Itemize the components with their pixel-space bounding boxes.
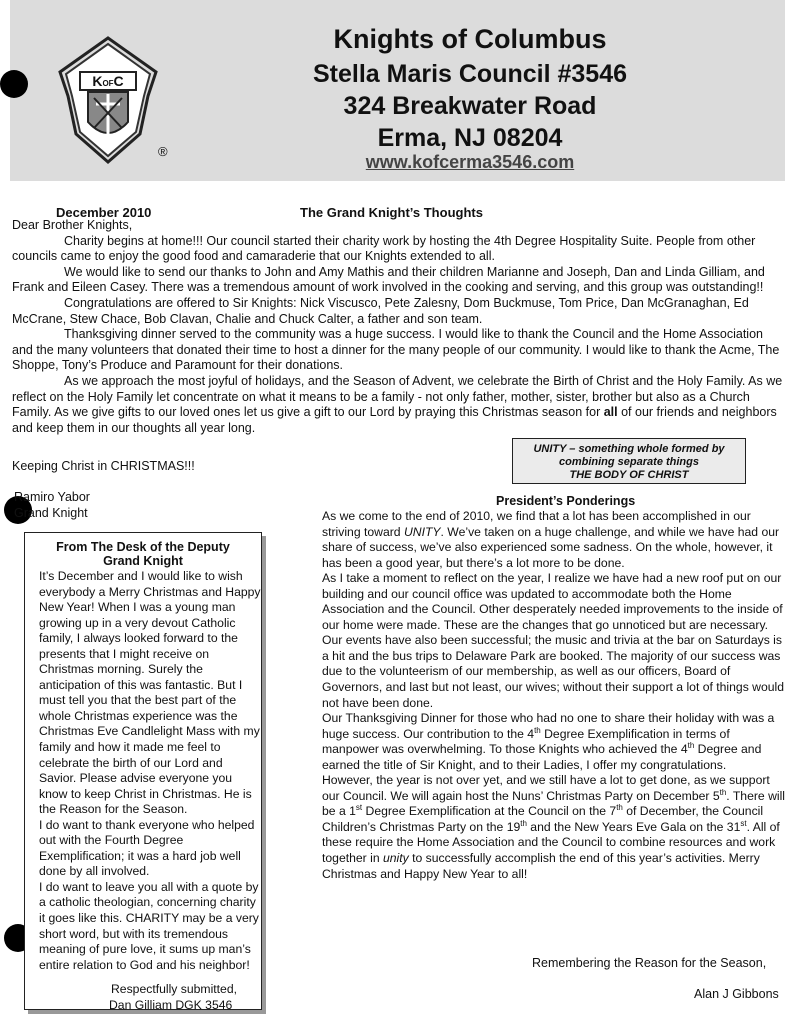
masthead <box>10 0 785 181</box>
registered-mark: ® <box>158 144 168 159</box>
paragraph: Congratulations are offered to Sir Knights: Nick Viscusco, Pete Zalesny, Dom Buckmuse, Tom Price, Dan McGranaghan, Ed McCrane, Stew Chace, Bob Clavan, Chalie and Chuck Calter, a father and son team. <box>12 295 749 326</box>
closing-line: Keeping Christ in CHRISTMAS!!! <box>12 459 195 473</box>
paragraph: Charity begins at home!!! Our council started their charity work by hosting the 4th Degree Hospitality Suite. People from other councils came to enjoy the good food and camaraderie that our Knights extended to all. <box>12 233 756 264</box>
deputy-sign-off: Respectfully submitted, <box>111 982 237 996</box>
paragraph: Our events have also been successful; the music and trivia at the bar on Saturdays is a hit and the bus trips to Delaware Park are booked. The majority of our success was due to the volunteerism of our membership, as well as our officers, Board of Governors, and last but not least, our wives; without their support a lot of things would not have been done. <box>322 633 785 710</box>
grand-knight-title: Grand Knight <box>14 506 88 520</box>
website-link[interactable]: www.kofcerma3546.com <box>365 152 575 172</box>
org-name: Knights of Columbus <box>333 24 607 54</box>
deputy-heading: From The Desk of the Deputy Grand Knight <box>56 540 230 568</box>
president-signature: Alan J Gibbons <box>694 987 779 1001</box>
grand-knight-name: Ramiro Yabor <box>14 490 90 504</box>
paragraph: I do want to leave you all with a quote by a catholic theologian, concerning charity it goes like this. CHARITY may be a very short word, but with its tremendous meaning of pure love, it sums up man’s entire relation to God and his neighbor! <box>39 879 259 972</box>
paragraph: We would like to send our thanks to John and Amy Mathis and their children Marianne and Joseph, Dan and Linda Gilliam, and Frank and Eileen Casey. There was a tremendous amount of work involved in the cooking and serving, and this group was outstanding!! <box>12 264 765 295</box>
grand-knight-letter <box>12 218 784 436</box>
paragraph: As we approach the most joyful of holidays, and the Season of Advent, we celebrate the Birth of Christ and the Holy Family. As we reflect on the Holy Family let concentrate on what it means to be a family - not only father, mother, sister, brother but also as a Church Family. As we give gifts to our loved ones let us give a gift to our Lord by praying this Christmas season for all of our friends and neighbors and keep them in our thoughts all year long. <box>12 373 783 435</box>
president-heading: President’s Ponderings <box>496 494 636 508</box>
paragraph: However, the year is not over yet, and we still have a lot to get done, as we support our Council. We will again host the Nuns’ Christmas Party on December 5th. There will be a 1st Degree Exemplification at the Council on the 7th of December, the Council Children’s Christmas Party on the 19th and the New Years Eve Gala on the 31st. All of these require the Home Association and the Council to combine resources and work together in unity to successfully accomplish the end of this year’s activities. Merry Christmas and Happy New Year to all! <box>322 773 785 881</box>
unity-callout: UNITY – something whole formed by combining separate things THE BODY OF CHRIST <box>512 438 746 484</box>
deputy-grand-knight-box <box>24 532 262 1010</box>
newsletter-date: December 2010 <box>56 205 152 220</box>
svg-text:KOFC: KOFC <box>92 73 124 89</box>
grand-knight-heading: The Grand Knight’s Thoughts <box>300 205 483 220</box>
deputy-text <box>39 569 261 973</box>
paragraph: It’s December and I would like to wish everybody a Merry Christmas and Happy New Year! When I was a young man growing up in a very devout Catholic family, I always looked forward to the presents that I might receive on Christmas morning. Surely the anticipation of this was fantastic. But I must tell you that the best part of the whole Christmas experience was the Christmas Eve Candlelight Mass with my family and how it made me feel to celebrate the birth of our Lord and Savior. Please advise everyone you know to keep Christ in Christmas. He is the Reason for the Season. <box>39 569 261 817</box>
paragraph: Our Thanksgiving Dinner for those who had no one to share their holiday with was a huge success. Our contribution to the 4th Degree Exemplification in terms of manpower was overwhelming. To those Knights who achieved the 4th Degree and earned the title of Sir Knight, and to their Ladies, I offer my congratulations. <box>322 711 775 772</box>
paragraph: As we come to the end of 2010, we find that a lot has been accomplished in our striving toward UNITY. We’ve taken on a huge challenge, and while we have had our share of success, we’ve also experienced some sadness. On the whole, however, it has been a good year, but there’s a lot more to be done. <box>322 509 780 570</box>
president-column <box>322 509 788 882</box>
city-address: Erma, NJ 08204 <box>377 124 563 152</box>
punch-hole-top <box>0 70 28 98</box>
kofc-emblem-icon <box>58 36 158 164</box>
paragraph: I do want to thank everyone who helped out with the Fourth Degree Exemplification; it was a hard job well done by all involved. <box>39 817 255 879</box>
deputy-signature: Dan Gilliam DGK 3546 <box>109 998 233 1010</box>
paragraph: As I take a moment to reflect on the year, I realize we have had a new roof put on our building and our council office was updated to accommodate both the Home Association and the Council. Other desperately needed improvements to the inside of our home were made. These are the changes that go unnoticed but are necessary. <box>322 571 783 632</box>
street-address: 324 Breakwater Road <box>343 92 597 120</box>
president-closing: Remembering the Reason for the Season, <box>532 956 767 970</box>
paragraph: Thanksgiving dinner served to the community was a huge success. I would like to thank the Council and the Home Association and the many volunteers that donated their time to host a dinner for the many people of our community. I would like to thank the Acme, The Shoppe, Tony’s Produce and Paramount for their donations. <box>12 327 780 373</box>
council-name: Stella Maris Council #3546 <box>312 60 628 88</box>
salutation: Dear Brother Knights, <box>12 218 133 232</box>
